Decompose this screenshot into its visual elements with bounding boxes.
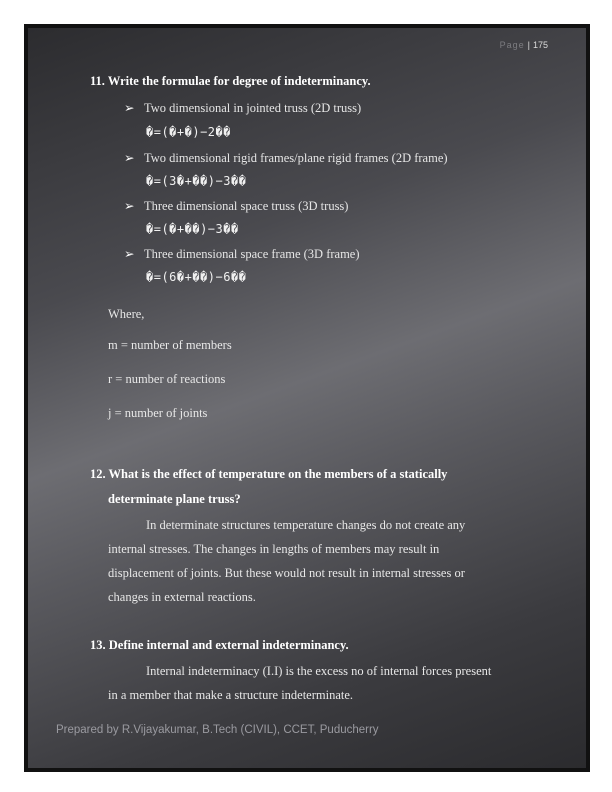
q11-item-2d-frame	[124, 150, 448, 166]
definition-j: j = number of joints	[108, 406, 208, 420]
q11-formula-3d-truss: �=(�+��)−3��	[146, 222, 239, 236]
footer-credit: Prepared by R.Vijayakumar, B.Tech (CIVIL), CCET, Puducherry	[56, 724, 379, 736]
arrow-bullet-icon: ➢	[124, 151, 135, 165]
q13-answer-line: in a member that make a structure indeterminate.	[108, 688, 354, 702]
definition-r: r = number of reactions	[108, 372, 226, 386]
arrow-bullet-icon: ➢	[124, 101, 135, 115]
arrow-bullet-icon: ➢	[124, 247, 135, 261]
arrow-bullet-icon: ➢	[124, 199, 135, 213]
q11-formula-2d-frame: �=(3�+��)−3��	[146, 174, 247, 188]
q12-answer-line: In determinate structures temperature changes do not create any	[146, 518, 466, 532]
q13-answer-line: Internal indeterminacy (I.I) is the excess no of internal forces present	[146, 664, 492, 678]
q11-formula-2d-truss: �=(�+�)−2��	[146, 125, 231, 139]
q11-item-label: Three dimensional space frame (3D frame)	[144, 247, 360, 261]
q11-item-label: Two dimensional in jointed truss (2D truss)	[144, 101, 362, 115]
page-label: Page	[499, 40, 525, 50]
q11-item-2d-truss	[124, 100, 361, 116]
q12-answer-line: changes in external reactions.	[108, 590, 256, 604]
q11-formula-3d-frame: �=(6�+��)−6��	[146, 270, 247, 284]
q11-item-3d-truss	[124, 198, 348, 214]
q12-answer-line: displacement of joints. But these would not result in internal stresses or	[108, 566, 465, 580]
page-number: 175	[532, 40, 548, 50]
q11-item-label: Three dimensional space truss (3D truss)	[144, 199, 349, 213]
page-content	[28, 28, 586, 768]
page-frame	[24, 24, 590, 772]
definition-m: m = number of members	[108, 338, 232, 352]
where-label: Where,	[108, 307, 145, 321]
question-12-heading-cont: determinate plane truss?	[108, 492, 241, 506]
question-11-heading: 11. Write the formulae for degree of indeterminancy.	[90, 74, 371, 88]
q12-answer-line: internal stresses. The changes in lengths of members may result in	[108, 542, 440, 556]
q11-item-label: Two dimensional rigid frames/plane rigid frames (2D frame)	[144, 151, 448, 165]
question-13-heading: 13. Define internal and external indeterminancy.	[90, 638, 349, 652]
page-separator: |	[527, 40, 530, 50]
q11-item-3d-frame	[124, 246, 360, 262]
question-12-heading: 12. What is the effect of temperature on the members of a statically	[90, 467, 448, 481]
